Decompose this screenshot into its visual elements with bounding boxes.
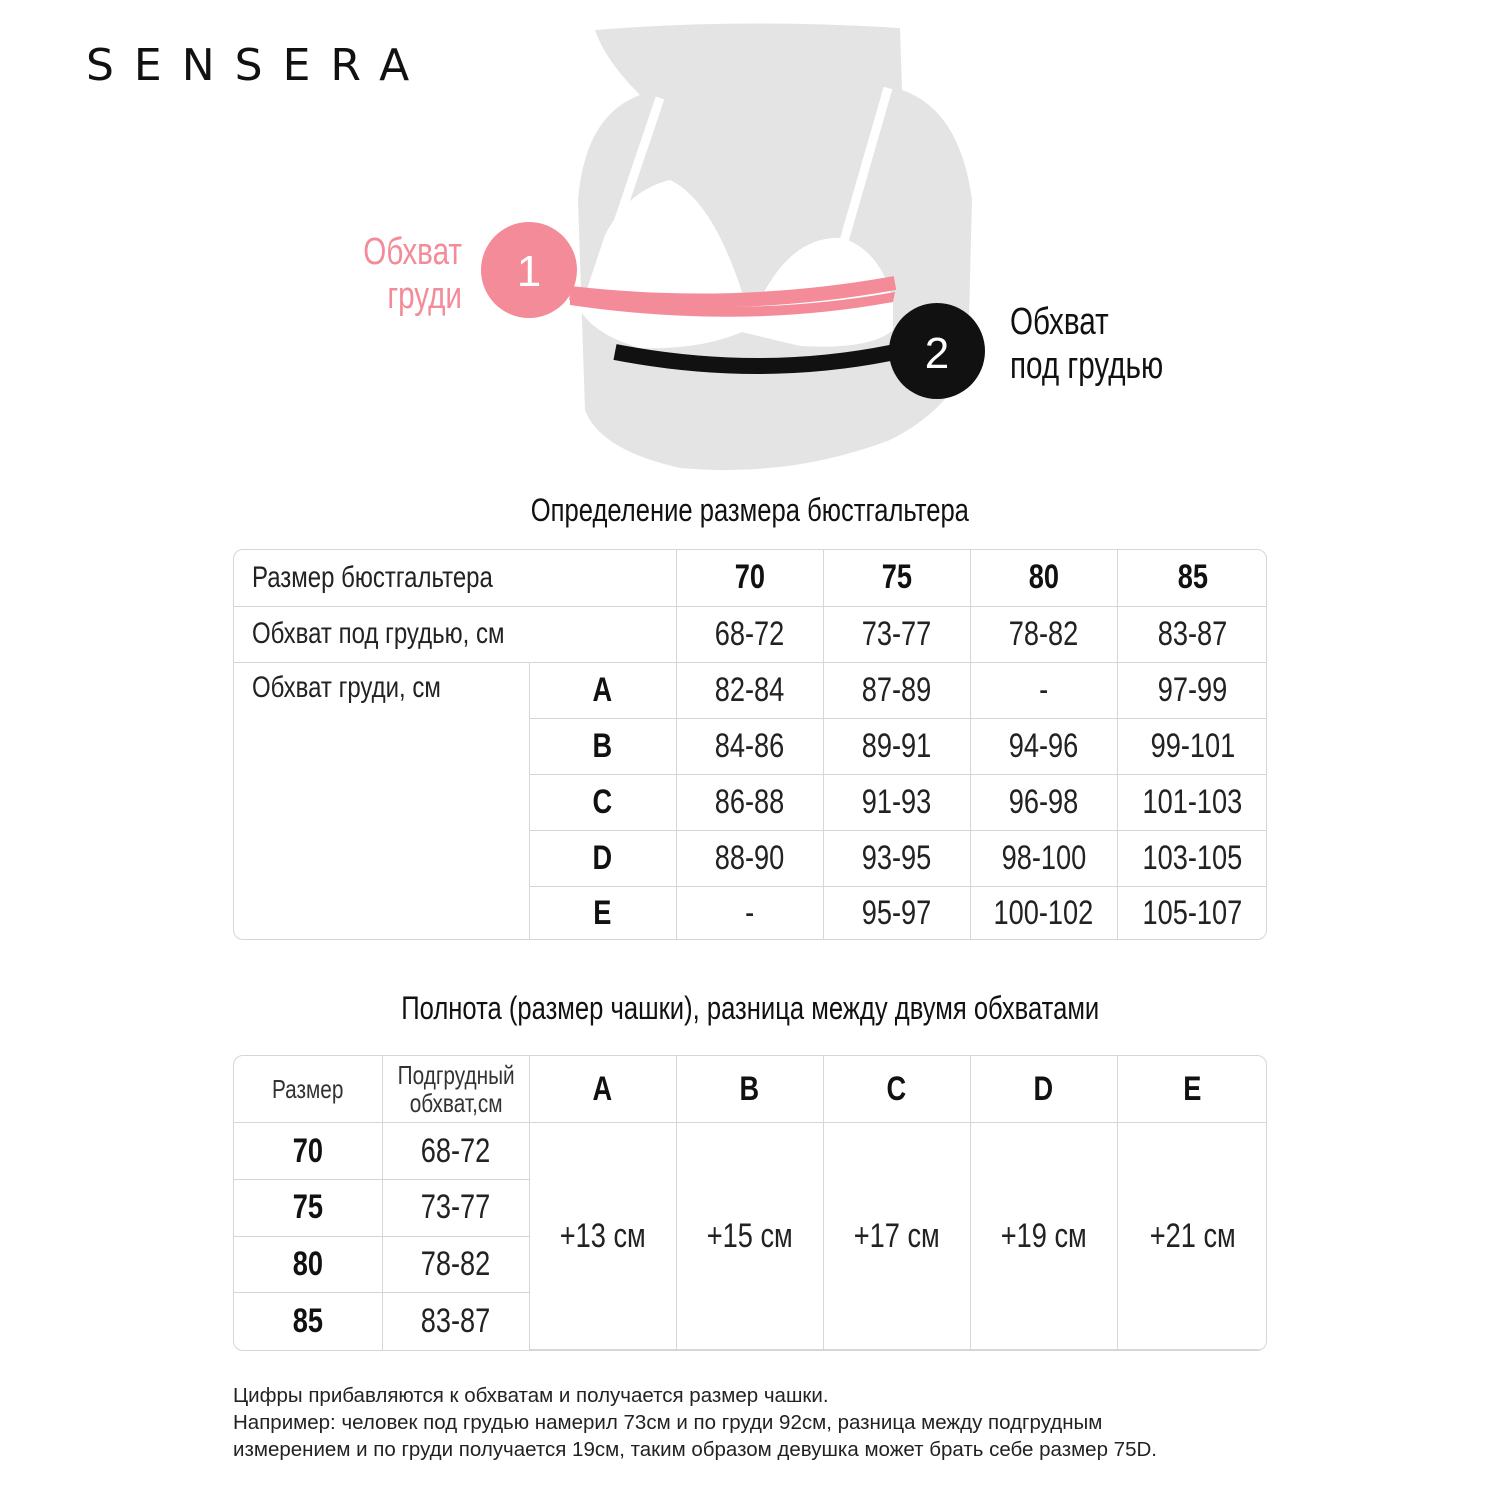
header-size: Размер: [234, 1056, 382, 1123]
table-row: Обхват груди, см A 82-84 87-89 - 97-99: [234, 662, 1267, 718]
table-row: Обхват под грудью, см 68-72 73-77 78-82 83-87: [234, 606, 1267, 662]
table-row: E - 95-97 100-102 105-107: [234, 886, 1267, 940]
measurement-illustration: [0, 0, 1500, 480]
table-row: 75 73-77: [234, 1179, 1267, 1236]
footnote: Цифры прибавляются к обхватам и получается размер чашки. Например: человек под грудью намерил 73см и по груди 92см, разница между подгрудным измерением и по груди получается 19см, таким образом девушка может брать себе размер 75D.: [233, 1384, 1157, 1461]
row-size-label: Размер бюстгальтера: [234, 550, 676, 606]
row-under-label: Обхват под грудью, см: [234, 606, 676, 662]
cup-table: [233, 1055, 1267, 1351]
table-row: 85 83-87: [234, 1293, 1267, 1350]
header-under: Подгрудный обхват,см: [382, 1056, 529, 1123]
table-row: 70 68-72 +13 см +15 см +17 см +19 см +21 см: [234, 1123, 1267, 1180]
table-row: C 86-88 91-93 96-98 101-103: [234, 774, 1267, 830]
diff-a: +13 см: [529, 1123, 676, 1350]
table-row: 80 78-82: [234, 1236, 1267, 1293]
cup-table-title: Полнота (размер чашки), разница между двумя обхватами: [400, 990, 1099, 1026]
table-row: Размер бюстгальтера 70 75 80 85: [234, 550, 1267, 606]
row-bust-label: Обхват груди, см: [234, 662, 529, 940]
diff-c: +17 см: [823, 1123, 970, 1350]
brand-logo: SENSERA: [86, 40, 430, 91]
bust-label: Обхват груди: [363, 231, 462, 317]
diff-b: +15 см: [676, 1123, 823, 1350]
size-table: [233, 549, 1267, 940]
size-table-title: Определение размера бюстгальтера: [530, 492, 970, 528]
under-marker-number: 2: [924, 329, 950, 378]
underbust-label: Обхват под грудью: [1010, 301, 1164, 387]
diff-e: +21 см: [1117, 1123, 1267, 1350]
table-row: D 88-90 93-95 98-100 103-105: [234, 830, 1267, 886]
table-row: B 84-86 89-91 94-96 99-101: [234, 718, 1267, 774]
bust-marker-number: 1: [516, 247, 542, 296]
table-row: Размер Подгрудный обхват,см A B C D E: [234, 1056, 1267, 1123]
diff-d: +19 см: [970, 1123, 1117, 1350]
